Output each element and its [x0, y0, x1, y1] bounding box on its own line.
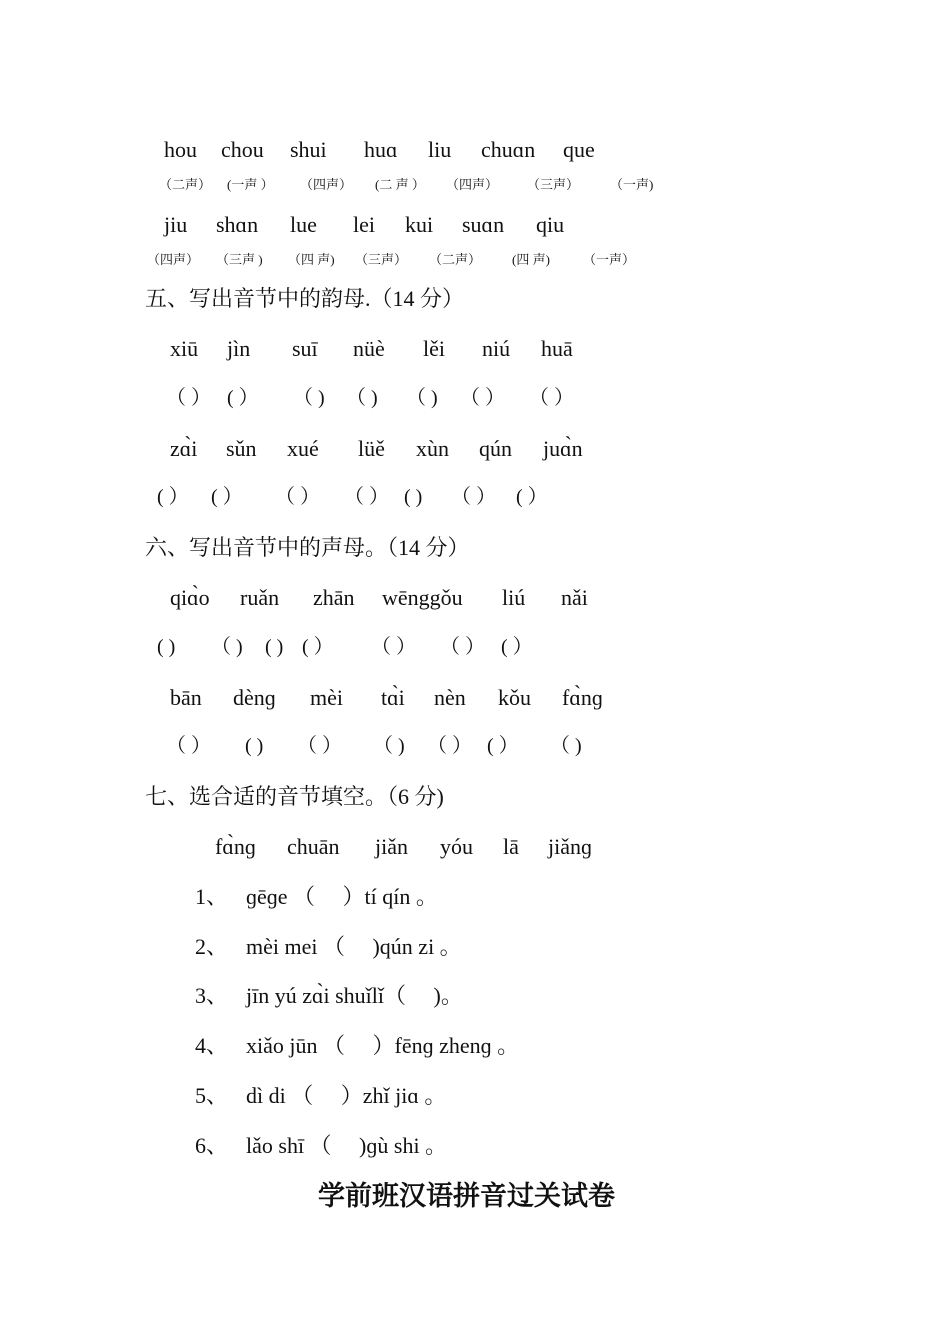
choice-syllable: yóu — [440, 834, 473, 859]
item-number: 4、 — [195, 1033, 229, 1058]
syllable: huā — [541, 336, 573, 361]
answer-blank[interactable]: （ ) — [346, 387, 378, 409]
answer-blank[interactable]: （ ） — [451, 486, 496, 508]
tone-label: (一声 ） — [227, 177, 274, 192]
syllable: lue — [290, 212, 317, 237]
section-6-row-1-syllables — [0, 585, 950, 610]
syllable: wēnggǒu — [382, 585, 463, 610]
syllable: ruǎn — [240, 585, 280, 610]
tone-label: （四声） — [147, 252, 200, 267]
syllable: chuɑn — [481, 137, 536, 162]
answer-blank[interactable]: （ ） — [344, 486, 389, 508]
exam-title: 学前班汉语拼音过关试卷 — [318, 1181, 615, 1211]
syllable: nǎi — [561, 585, 588, 610]
section-6-row-1-blanks — [0, 635, 950, 658]
answer-blank[interactable]: （ ) — [293, 387, 325, 409]
tone-label: （二声） — [429, 252, 482, 267]
choice-syllable: chuān — [287, 834, 340, 859]
syllable: lüě — [358, 436, 385, 461]
answer-blank[interactable]: （ ） — [166, 387, 211, 409]
tone-row-1-syllables — [0, 137, 950, 162]
item-sentence[interactable]: xiǎo jūn （ ）fēnɡ zhenɡ 。 — [246, 1033, 520, 1058]
section-6-row-2-syllables — [0, 685, 950, 710]
syllable: liú — [502, 585, 526, 610]
answer-blank[interactable]: （ ） — [166, 735, 211, 757]
section-6-row-2-blanks — [0, 734, 950, 757]
answer-blank[interactable]: ( ） — [302, 636, 334, 658]
tone-label: （四声） — [446, 177, 499, 192]
answer-blank[interactable]: （ ） — [529, 387, 574, 409]
syllable: liu — [428, 137, 452, 162]
item-sentence[interactable]: lǎo shī （ )ɡù shi 。 — [246, 1133, 448, 1158]
syllable: qiu — [536, 212, 565, 237]
tone-label: （四声） — [300, 177, 353, 192]
syllable: jiu — [164, 212, 188, 237]
syllable: zɑ̀i — [170, 436, 198, 461]
tone-label: （一声) — [610, 177, 654, 192]
syllable: qún — [479, 436, 512, 461]
syllable: kǒu — [498, 685, 531, 710]
syllable: xiū — [170, 336, 199, 361]
syllable: lěi — [423, 336, 445, 361]
answer-blank[interactable]: （ ) — [550, 735, 582, 757]
tone-label: （三声） — [527, 177, 580, 192]
item-sentence[interactable]: mèi mei （ )qún zi 。 — [246, 934, 462, 959]
choice-syllable: lā — [503, 834, 519, 859]
item-number: 1、 — [195, 884, 229, 909]
syllable: lei — [353, 212, 375, 237]
item-sentence[interactable]: ɡēɡe （ ）tí qín 。 — [246, 884, 438, 909]
section-7-heading-line — [0, 784, 950, 809]
fill-item — [0, 1083, 950, 1108]
syllable: chou — [221, 137, 264, 162]
section-5-row-2-syllables — [0, 436, 950, 461]
item-sentence[interactable]: jīn yú zɑ̀i shuǐlǐ（ )。 — [246, 983, 463, 1008]
syllable: xùn — [416, 436, 449, 461]
answer-blank[interactable]: ( ) — [245, 735, 264, 757]
syllable: sǔn — [226, 436, 257, 461]
answer-blank[interactable]: （ ） — [297, 735, 342, 757]
syllable: shɑn — [216, 212, 259, 237]
tone-label: (四 声) — [512, 252, 550, 267]
tone-label: （四 声) — [288, 252, 335, 267]
item-number: 3、 — [195, 983, 229, 1008]
syllable: tɑ̀i — [381, 685, 405, 710]
answer-blank[interactable]: ( ) — [157, 636, 176, 658]
syllable: xué — [287, 436, 319, 461]
section-heading: 六、写出音节中的声母。（14 分） — [145, 535, 470, 560]
answer-blank[interactable]: ( ） — [211, 486, 243, 508]
section-heading: 五、写出音节中的韵母.（14 分） — [145, 286, 465, 311]
section-5-heading-line — [0, 286, 950, 311]
fill-item — [0, 1133, 950, 1158]
tone-label: （一声） — [583, 252, 636, 267]
answer-blank[interactable]: （ ) — [406, 387, 438, 409]
tone-label: （三声） — [355, 252, 408, 267]
syllable: hou — [164, 137, 197, 162]
answer-blank[interactable]: （ ） — [275, 486, 320, 508]
tone-label: （三声 ) — [216, 252, 263, 267]
fill-item — [0, 1033, 950, 1058]
tone-label: (二 声 ） — [375, 177, 425, 192]
syllable: que — [563, 137, 595, 162]
syllable: niú — [482, 336, 511, 361]
item-number: 6、 — [195, 1133, 229, 1158]
fill-item — [0, 983, 950, 1008]
tone-row-1-tones — [0, 177, 950, 192]
syllable: qiɑ̀o — [170, 585, 210, 610]
answer-blank[interactable]: （ ) — [373, 735, 405, 757]
section-5-row-1-blanks — [0, 386, 950, 409]
footer-title-line — [0, 1180, 950, 1211]
syllable: nüè — [353, 336, 385, 361]
answer-blank[interactable]: ( ) — [265, 636, 284, 658]
section-6-heading-line — [0, 535, 950, 560]
fill-item — [0, 934, 950, 959]
syllable: huɑ — [364, 137, 398, 162]
syllable: bān — [170, 685, 202, 710]
syllable: shui — [290, 137, 327, 162]
answer-blank[interactable]: ( ） — [227, 387, 259, 409]
choice-syllable: fɑ̀nɡ — [215, 834, 256, 859]
item-sentence[interactable]: dì di （ ）zhǐ jiɑ 。 — [246, 1083, 447, 1108]
section-5-row-2-blanks — [0, 485, 950, 508]
tone-row-2-syllables — [0, 212, 950, 237]
answer-blank[interactable]: （ ） — [371, 636, 416, 658]
answer-blank[interactable]: ( ） — [157, 486, 189, 508]
item-number: 2、 — [195, 934, 229, 959]
answer-blank[interactable]: （ ） — [427, 735, 472, 757]
answer-blank[interactable]: （ ） — [440, 636, 485, 658]
syllable: mèi — [310, 685, 343, 710]
answer-blank[interactable]: ( ） — [501, 636, 533, 658]
tone-row-2-tones — [0, 252, 950, 267]
tone-label: （二声） — [159, 177, 212, 192]
syllable: dènɡ — [233, 685, 276, 710]
syllable: kui — [405, 212, 434, 237]
syllable: fɑ̀nɡ — [562, 685, 603, 710]
answer-blank[interactable]: ( ） — [516, 486, 548, 508]
syllable: suɑn — [462, 212, 505, 237]
answer-blank[interactable]: （ ） — [460, 387, 505, 409]
section-heading: 七、选合适的音节填空。（6 分) — [145, 784, 444, 809]
choice-syllable: jiǎn — [375, 834, 408, 859]
choice-syllable: jiǎnɡ — [548, 834, 592, 859]
answer-blank[interactable]: ( ) — [404, 486, 423, 508]
syllable: jìn — [227, 336, 251, 361]
section-5-row-1-syllables — [0, 336, 950, 361]
syllable: nèn — [434, 685, 466, 710]
section-7-choices — [0, 834, 950, 859]
syllable: juɑ̀n — [543, 436, 583, 461]
item-number: 5、 — [195, 1083, 229, 1108]
answer-blank[interactable]: （ ) — [211, 636, 243, 658]
fill-item — [0, 884, 950, 909]
syllable: suī — [292, 336, 318, 361]
answer-blank[interactable]: ( ） — [487, 735, 519, 757]
syllable: zhān — [313, 585, 355, 610]
